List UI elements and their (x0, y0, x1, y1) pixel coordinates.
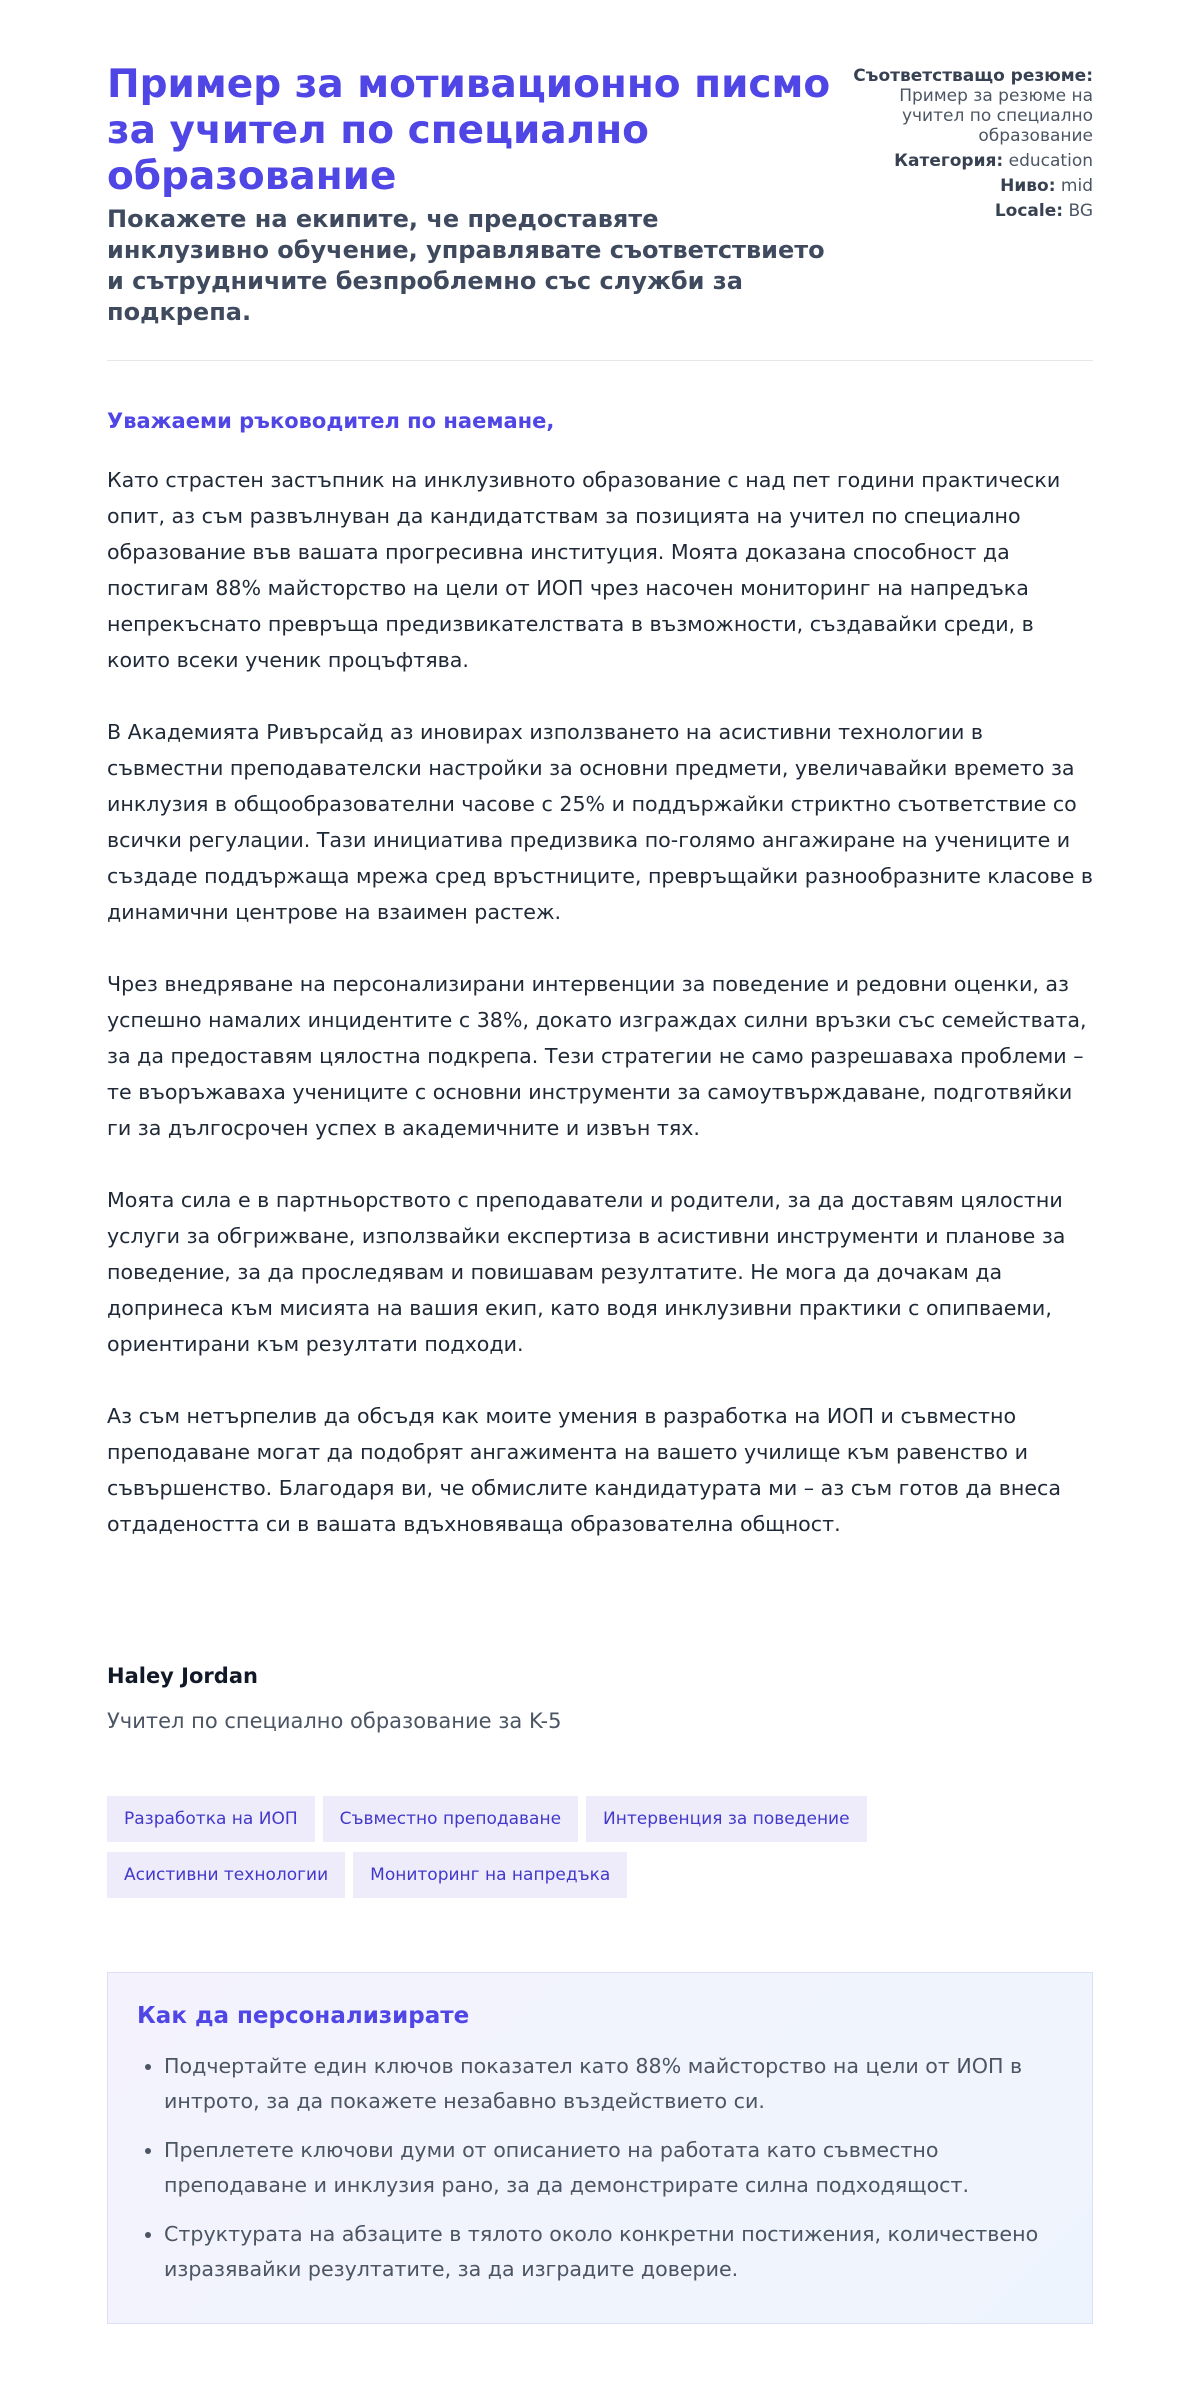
tip-item: • Преплетете ключови думи от описанието на работата като съвместно преподаване и инклузия рано, за да демонстрирате силна подходящост. (164, 2133, 1064, 2203)
meta-locale-label: Locale: (994, 201, 1064, 221)
meta-level-label: Ниво: (1000, 176, 1056, 196)
skill-tags (107, 1796, 1097, 1908)
skill-tag: Съвместно преподаване (323, 1796, 578, 1842)
meta-resume-link[interactable]: Пример за резюме на учител по специално образование (899, 86, 1093, 146)
page-subtitle: Покажете на екипите, че предоставяте инклузивно обучение, управлявате съответствието и сътрудничите безпроблемно със служби за подкрепа. (107, 205, 825, 326)
letter-paragraph: Моята сила е в партньорството с преподаватели и родители, за да доставям цялостни услуги за обгрижване, използвайки експертиза в асистивни инструменти и планове за поведение, за да проследявам и повишавам резултатите. Не мога да дочакам да допринеса към мисията на вашия екип, като водя инклузивни практики с опипваеми, ориентирани към резултати подходи. (107, 1188, 1066, 1356)
letter-paragraph: Аз съм нетърпелив да обсъдя как моите умения в разработка на ИОП и съвместно преподаване могат да подобрят ангажимента на вашето училище към равенство и съвършенство. Благодаря ви, че обмислите кандидатурата ми – аз съм готов да внеса отдадеността си в вашата вдъхновяваща образователна общност. (107, 1404, 1061, 1536)
meta-category-value: education (1008, 151, 1093, 171)
letter-paragraph: Като страстен застъпник на инклузивното образование с над пет години практически опит, аз съм развълнуван да кандидатствам за позицията на учител по специално образование във вашата прогресивна институция. Моята доказана способност да постигам 88% майсторство на цели от ИОП чрез насочен мониторинг на напредъка непрекъснато превръща предизвикателствата в възможности, създавайки среди, в които всеки ученик процъфтява. (107, 468, 1061, 672)
letter-body (107, 462, 1097, 1578)
letter-paragraph: Чрез внедряване на персонализирани интервенции за поведение и редовни оценки, аз успешно намалих инцидентите с 38%, докато изграждах силни връзки със семействата, за да предоставям цялостна подкрепа. Тези стратегии не само разрешаваха проблеми – те въоръжаваха учениците с основни инструменти за самоутвърждаване, подготвяйки ги за дългосрочен успех в академичните и извън тях. (107, 972, 1087, 1140)
meta-locale-value: BG (1068, 201, 1093, 221)
tips-title: Как да персонализирате (137, 2003, 470, 2029)
meta-locale (813, 202, 1093, 221)
meta-resume (813, 67, 1093, 146)
meta-level (813, 177, 1093, 196)
skill-tag: Мониторинг на напредъка (353, 1852, 627, 1898)
signature-name: Haley Jordan (107, 1664, 258, 1688)
page-title: Пример за мотивационно писмо за учител по специално образование (107, 62, 831, 199)
meta-category-label: Категория: (894, 151, 1004, 171)
skill-tag: Разработка на ИОП (107, 1796, 315, 1842)
skill-tag: Асистивни технологии (107, 1852, 345, 1898)
customization-tips (107, 1972, 1093, 2324)
tip-item: • Структурата на абзаците в тялото около конкретни постижения, количествено изразявайки резултатите, за да изградите доверие. (164, 2217, 1064, 2287)
tips-list (137, 2049, 1064, 2287)
letter-greeting: Уважаеми ръководител по наемане, (107, 409, 555, 433)
letter-paragraph: В Академията Ривърсайд аз иновирах използването на асистивни технологии в съвместни преподавателски настройки за основни предмети, увеличавайки времето за инклузия в общообразователни часове с 25% и поддържайки стриктно съответствие со всички регулации. Тази инициатива предизвика по-голямо ангажиране на учениците и създаде поддържаща мрежа сред връстниците, превръщайки разнообразните класове в динамични центрове на взаимен растеж. (107, 720, 1094, 924)
header-divider (107, 360, 1093, 361)
signature-role: Учител по специално образование за K-5 (107, 1709, 562, 1733)
meta-resume-label: Съответстващо резюме: (853, 66, 1093, 86)
skill-tag: Интервенция за поведение (586, 1796, 867, 1842)
meta-panel (813, 67, 1093, 227)
tip-item: • Подчертайте един ключов показател като 88% майсторство на цели от ИОП в интрото, за да покажете незабавно въздействието си. (164, 2049, 1064, 2119)
meta-level-value: mid (1060, 176, 1093, 196)
meta-category (813, 152, 1093, 171)
